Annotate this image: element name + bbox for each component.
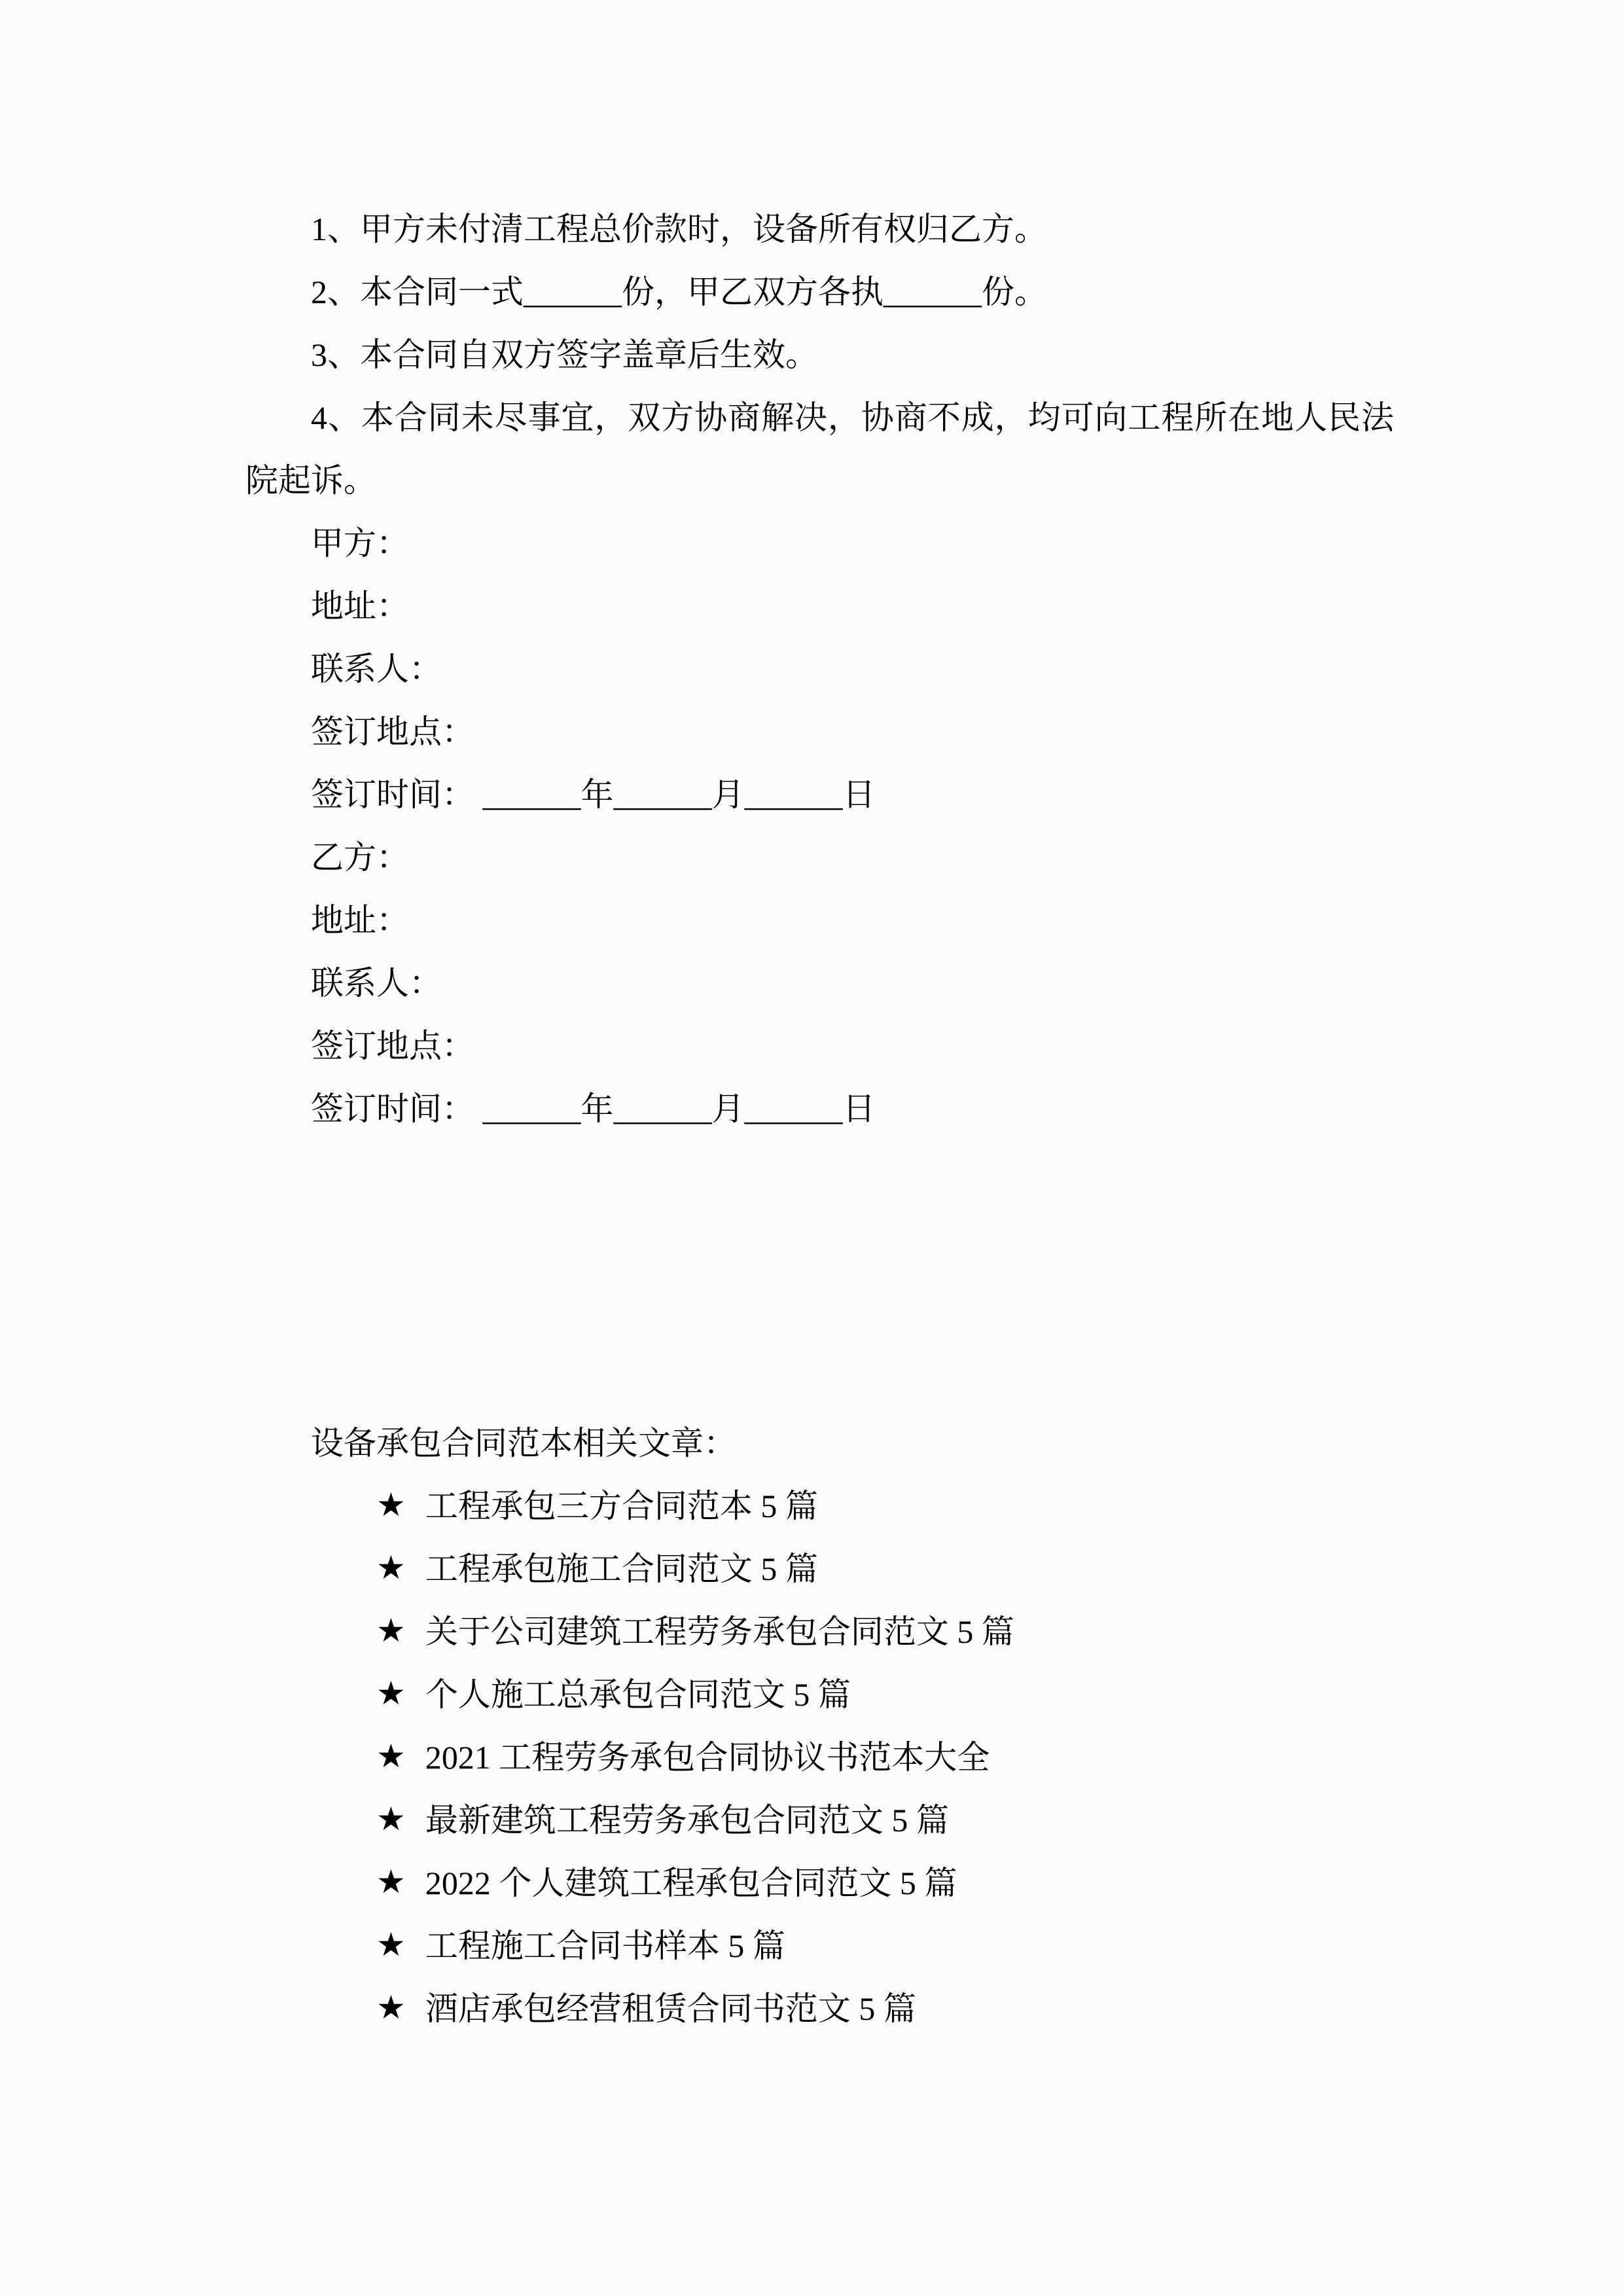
- related-article-title: 个人施工总承包合同范文 5 篇: [425, 1676, 851, 1713]
- related-article-item: [245, 1600, 1394, 1663]
- related-article-title: 酒店承包经营租赁合同书范文 5 篇: [425, 1990, 916, 2027]
- clause-1: 1、甲方未付清工程总价款时，设备所有权归乙方。: [311, 211, 1047, 247]
- related-articles-heading: 设备承包合同范本相关文章：: [311, 1425, 736, 1462]
- related-article-title: 2021 工程劳务承包合同协议书范本大全: [425, 1739, 990, 1776]
- related-article-item: [245, 1914, 1394, 1977]
- related-article-title: 工程施工合同书样本 5 篇: [425, 1928, 785, 1964]
- party-b-contact-label: 联系人：: [311, 965, 442, 1001]
- related-article-title: 工程承包施工合同范文 5 篇: [425, 1551, 818, 1587]
- party-a-contact-label: 联系人：: [311, 651, 442, 687]
- star-icon: ★: [376, 1549, 406, 1586]
- related-article-title: 工程承包三方合同范本 5 篇: [425, 1488, 818, 1524]
- star-icon: ★: [376, 1486, 406, 1523]
- related-article-title: 关于公司建筑工程劳务承包合同范文 5 篇: [425, 1613, 1014, 1650]
- star-icon: ★: [376, 1675, 406, 1712]
- party-b-section: [245, 826, 1394, 1140]
- party-b-sign-time-line: 签订时间： ______年______月______日: [311, 1090, 876, 1127]
- party-a-sign-time-line: 签订时间： ______年______月______日: [311, 776, 876, 813]
- related-article-item: [245, 1977, 1394, 2040]
- star-icon: ★: [376, 1989, 406, 2026]
- clause-2: 2、本合同一式______份，甲乙双方各执______份。: [311, 274, 1047, 310]
- star-icon: ★: [376, 1612, 406, 1649]
- party-a-name-label: 甲方：: [311, 525, 409, 562]
- related-article-item: [245, 1663, 1394, 1726]
- related-article-title: 最新建筑工程劳务承包合同范文 5 篇: [425, 1802, 949, 1839]
- star-icon: ★: [376, 1801, 406, 1837]
- party-b-name-label: 乙方：: [311, 839, 409, 876]
- blank-gap: [245, 1140, 1394, 1412]
- related-articles-section: [245, 1412, 1394, 2040]
- party-a-address-label: 地址：: [311, 588, 409, 624]
- party-b-address-label: 地址：: [311, 902, 409, 939]
- party-a-sign-place-label: 签订地点：: [311, 713, 474, 750]
- related-article-item: [245, 1789, 1394, 1852]
- clause-4: 4、本合同未尽事宜，双方协商解决，协商不成，均可向工程所在地人民法院起诉。: [245, 399, 1394, 499]
- related-article-item: [245, 1475, 1394, 1537]
- party-b-sign-place-label: 签订地点：: [311, 1028, 474, 1064]
- related-article-item: [245, 1537, 1394, 1600]
- star-icon: ★: [376, 1926, 406, 1963]
- clauses-section: [245, 198, 1394, 512]
- related-article-title: 2022 个人建筑工程承包合同范文 5 篇: [425, 1865, 957, 1901]
- clause-3: 3、本合同自双方签字盖章后生效。: [311, 336, 818, 373]
- related-article-item: [245, 1852, 1394, 1914]
- related-article-item: [245, 1726, 1394, 1789]
- star-icon: ★: [376, 1738, 406, 1774]
- party-a-section: [245, 512, 1394, 826]
- star-icon: ★: [376, 1863, 406, 1900]
